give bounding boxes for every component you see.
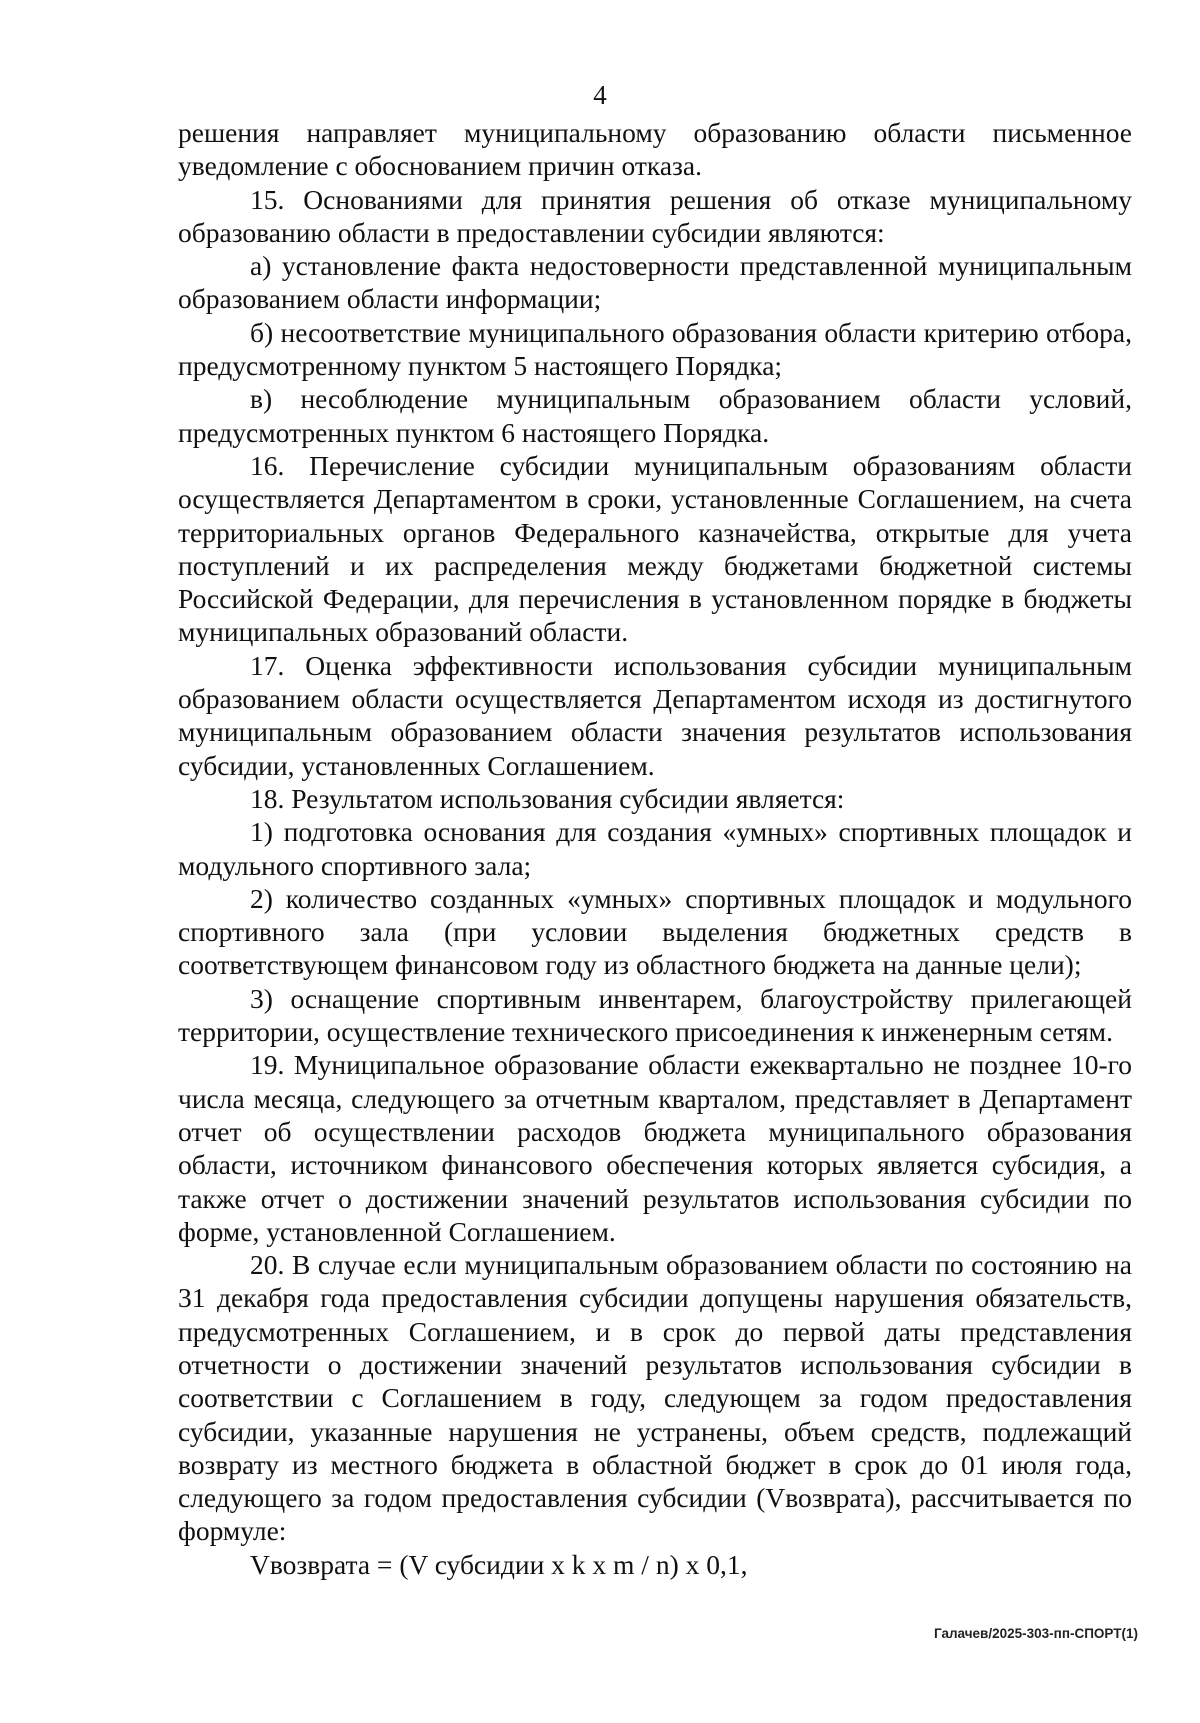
paragraph-18-2: 2) количество созданных «умных» спортивных площадок и модульного спортивного зала (при условии выделения бюджетных средств в соответствующем финансовом году из областного бюджета на данные цели); [178, 882, 1132, 981]
document-code: Галачев/2025-303-пп-СПОРТ(1) [933, 1626, 1138, 1641]
paragraph-18-1: 1) подготовка основания для создания «умных» спортивных площадок и модульного спортивного зала; [178, 816, 1132, 881]
paragraph-15-v: в) несоблюдение муниципальным образованием области условий, предусмотренных пунктом 6 настоящего Порядка. [178, 383, 1132, 448]
page-number: 4 [593, 80, 607, 110]
paragraph-18-3: 3) оснащение спортивным инвентарем, благоустройству прилегающей территории, осуществление технического присоединения к инженерным сетям. [178, 982, 1132, 1048]
paragraph-17: 17. Оценка эффективности использования субсидии муниципальным образованием области осуществляется Департаментом исходя из достигнутого муниципальным образованием области значения результатов использования субсидии, установленных Соглашением. [178, 649, 1132, 781]
paragraph-16: 16. Перечисление субсидии муниципальным образованиям области осуществляется Департаментом в сроки, установленные Соглашением, на счета территориальных органов Федерального казначейства, открытые для учета поступлений и их распределения между бюджетами бюджетной системы Российской Федерации, для перечисления в установленном порядке в бюджеты муниципальных образований области. [178, 449, 1132, 648]
paragraph-15: 15. Основаниями для принятия решения об отказе муниципальному образованию области в предоставлении субсидии являются: [178, 183, 1132, 248]
paragraph-15-b: б) несоответствие муниципального образования области критерию отбора, предусмотренному пунктом 5 настоящего Порядка; [178, 316, 1132, 382]
paragraph-20: 20. В случае если муниципальным образованием области по состоянию на 31 декабря года предоставления субсидии допущены нарушения обязательств, предусмотренных Соглашением, и в срок до первой даты представления отчетности о достижении значений результатов использования субсидии в соответствии с Соглашением в году, следующем за годом предоставления субсидии, указанные нарушения не устранены, объем средств, подлежащий возврату из местного бюджета в областной бюджет в срок до 01 июля года, следующего за годом предоставления субсидии (Vвозврата), рассчитывается по формуле: [178, 1249, 1132, 1547]
paragraph-15-a: а) установление факта недостоверности представленной муниципальным образованием области информации; [178, 250, 1132, 315]
formula: Vвозврата = (V субсидии x k x m / n) x 0,1, [250, 1548, 748, 1580]
paragraph-19: 19. Муниципальное образование области ежеквартально не позднее 10-го числа месяца, следующего за отчетным кварталом, представляет в Департамент отчет об осуществлении расходов бюджета муниципального образования области, источником финансового обеспечения которых является субсидия, а также отчет о достижении значений результатов использования субсидии по форме, установленной Соглашением. [178, 1049, 1132, 1247]
paragraph-18: 18. Результатом использования субсидии является: [250, 782, 845, 814]
paragraph-continuation: решения направляет муниципальному образованию области письменное уведомление с обоснованием причин отказа. [178, 117, 1132, 182]
document-body [178, 116, 1132, 1581]
